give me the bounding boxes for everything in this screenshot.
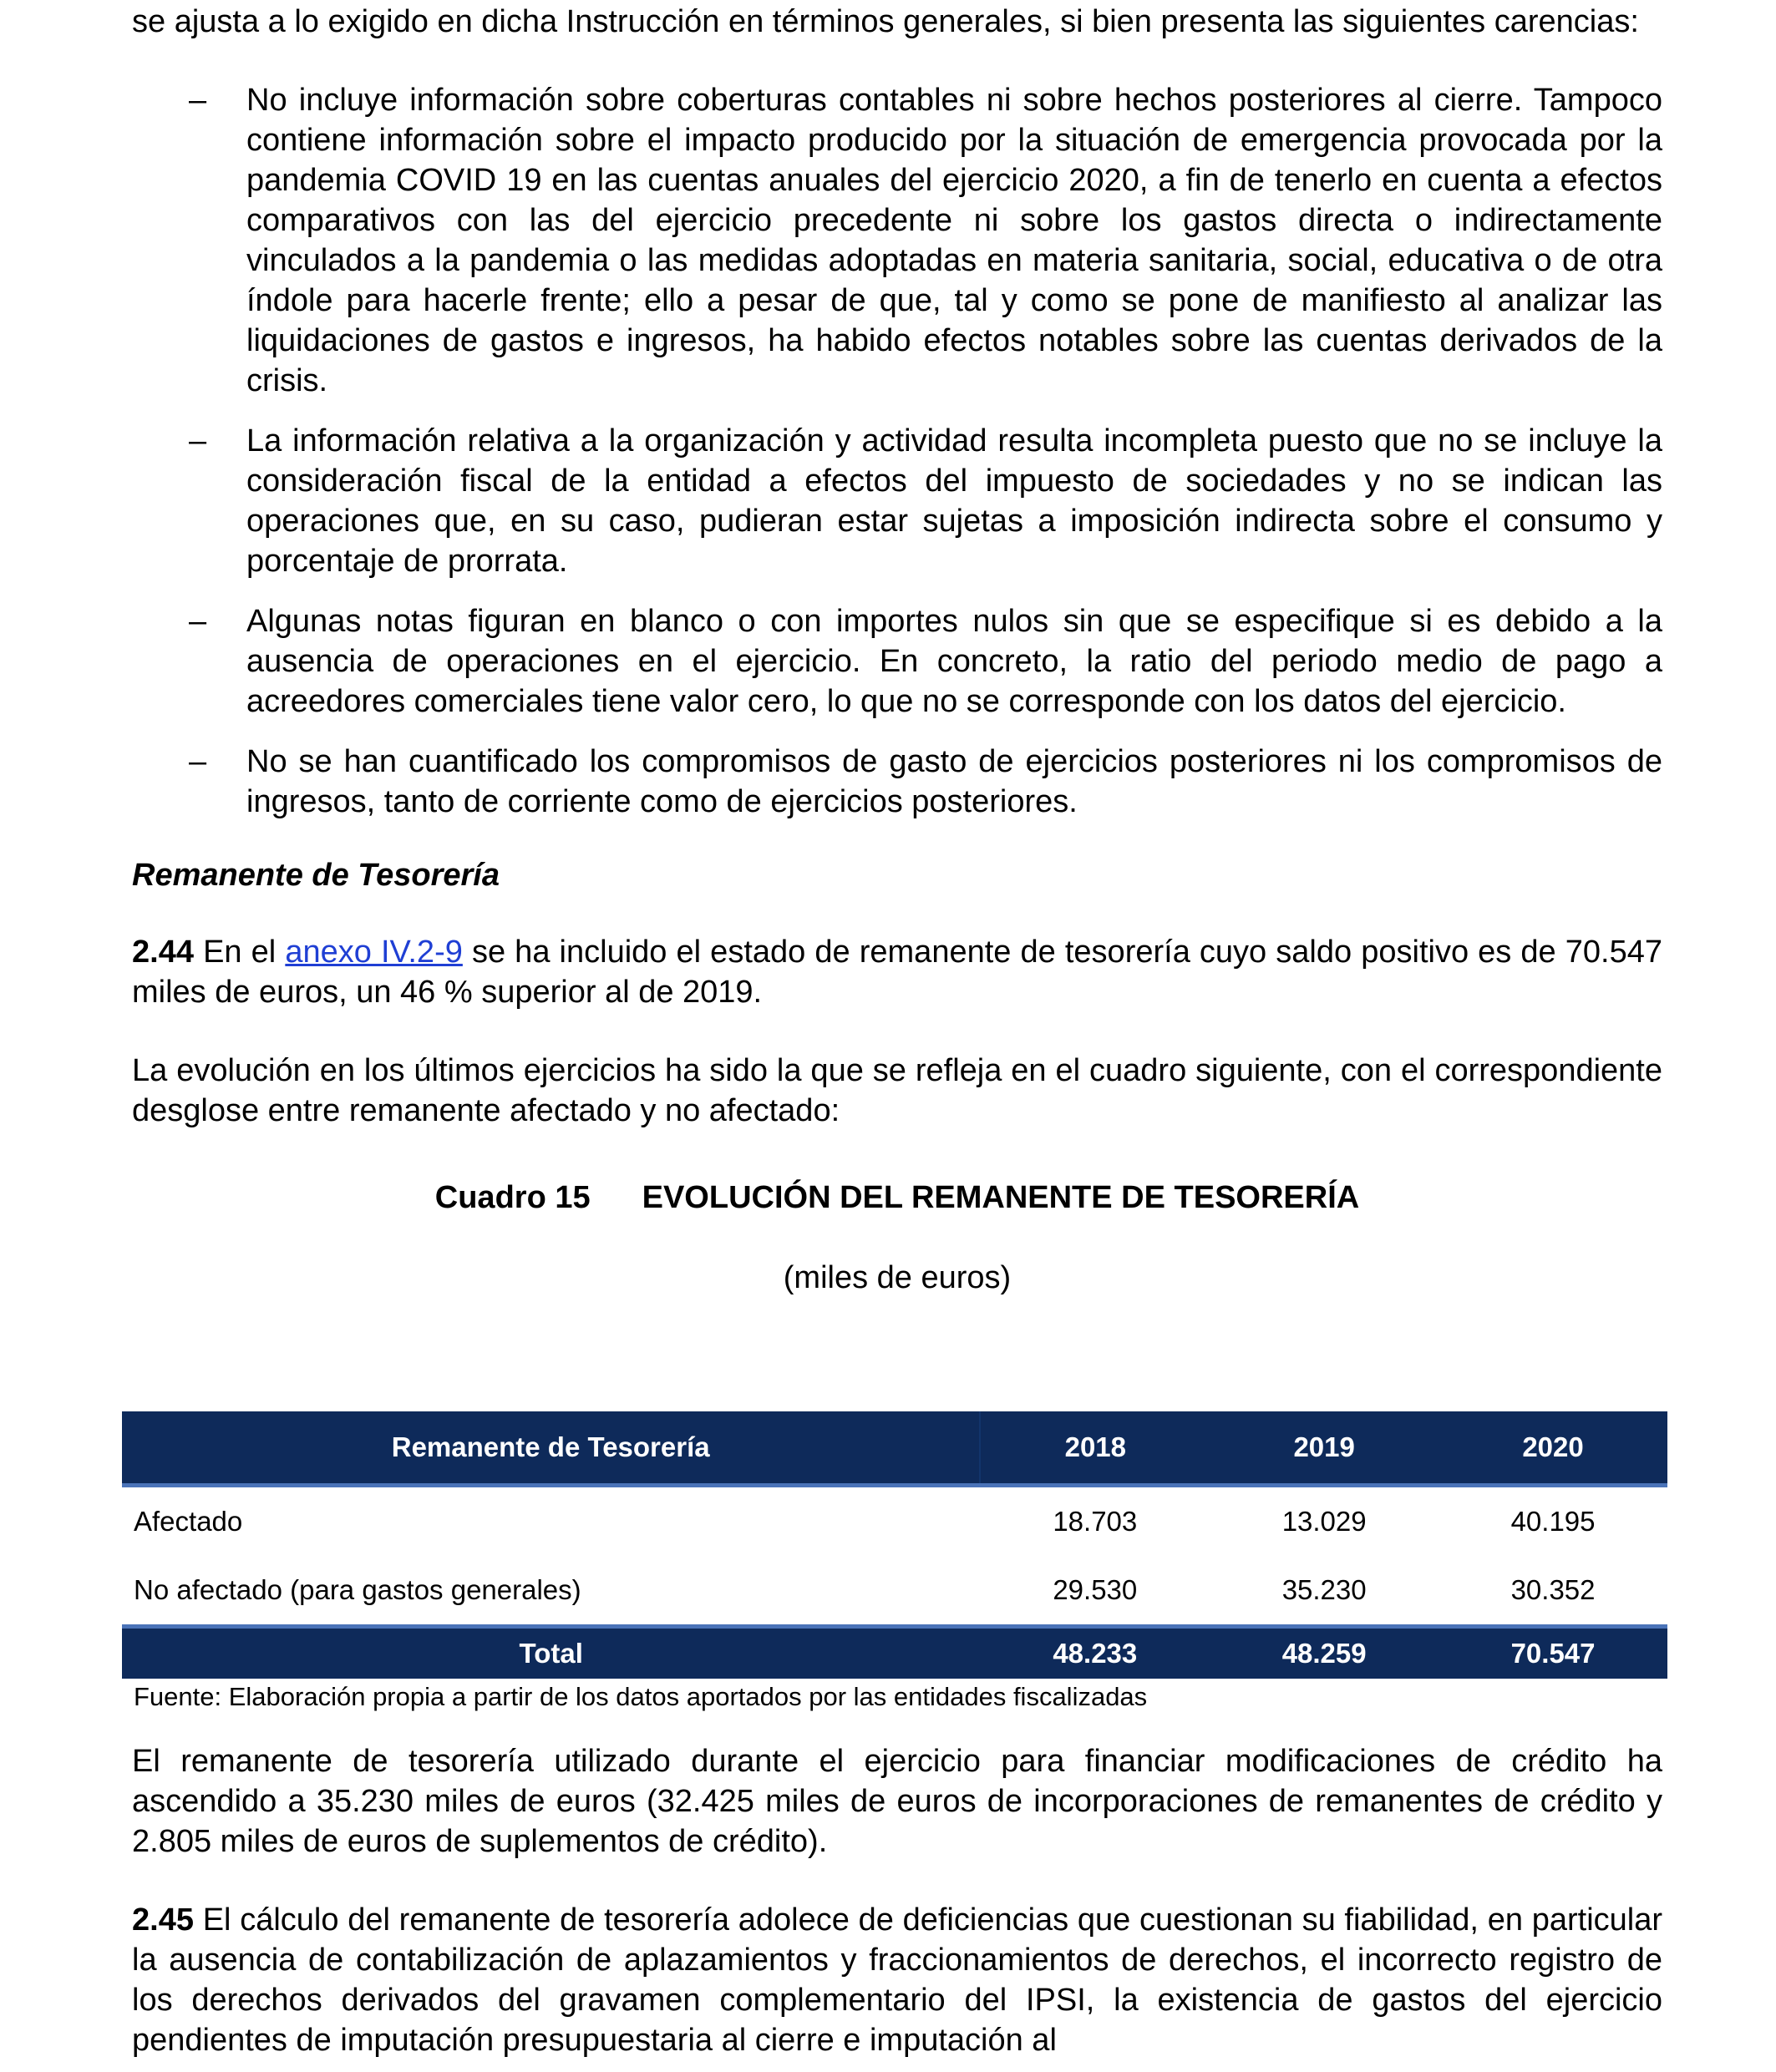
row-label: Afectado <box>134 1506 243 1537</box>
list-item-text: Algunas notas figuran en blanco o con importes nulos sin que se especifique si es debido a la ausencia de operaciones en el ejercicio. En concreto, la ratio del periodo medio de pago a acreedores comerciales tiene valor cero, lo que no se corresponde con los datos del ejercicio. <box>246 604 1662 719</box>
section-heading: Remanente de Tesorería <box>132 858 500 893</box>
paragraph-number: 2.44 <box>132 935 194 970</box>
total-cell: 48.233 <box>980 1627 1210 1679</box>
paragraph-number: 2.45 <box>132 1902 194 1938</box>
row-label: No afectado (para gastos generales) <box>134 1574 581 1605</box>
deficiency-list <box>132 80 1662 822</box>
list-item-text: La información relativa a la organización y actividad resulta incompleta puesto que no se incluye la consideración fiscal de la entidad a efectos del impuesto de sociedades y no se indican las operaciones que, en su caso, pudieran estar sujetas a imposición indirecta sobre el consumo y porcentaje de prorrata. <box>246 423 1662 579</box>
table-cell: 18.703 <box>1053 1506 1138 1537</box>
paragraph-2-45 <box>132 1900 1662 2060</box>
evolution-paragraph: La evolución en los últimos ejercicios ha sido la que se refleja en el cuadro siguiente, con el correspondiente desglose entre remanente afectado y no afectado: <box>132 1053 1662 1128</box>
remanente-table <box>122 1411 1667 1679</box>
list-item <box>132 80 1662 401</box>
dash-bullet-icon: – <box>189 744 207 779</box>
table-cell: 29.530 <box>1053 1574 1138 1605</box>
dash-bullet-icon: – <box>189 83 207 118</box>
list-item <box>132 601 1662 722</box>
table-cell: 30.352 <box>1510 1574 1596 1605</box>
table-cell: 13.029 <box>1281 1506 1367 1537</box>
paragraph-text: En el <box>193 935 286 970</box>
paragraph-2-44 <box>132 932 1662 1012</box>
column-header: 2018 <box>980 1411 1210 1486</box>
remanente-table-block <box>122 1411 1667 1714</box>
annex-link[interactable]: anexo IV.2-9 <box>285 935 463 970</box>
table-row <box>122 1556 1667 1627</box>
table-number: Cuadro 15 <box>434 1180 591 1215</box>
total-cell: 70.547 <box>1439 1627 1667 1679</box>
table-cell: 35.230 <box>1281 1574 1367 1605</box>
document-page <box>132 0 1662 1298</box>
intro-paragraph: se ajusta a lo exigido en dicha Instrucción en términos generales, si bien presenta las siguientes carencias: <box>132 4 1639 39</box>
list-item-text: No se han cuantificado los compromisos de gasto de ejercicios posteriores ni los compromisos de ingresos, tanto de corriente como de ejercicios posteriores. <box>246 744 1662 819</box>
table-source-note: Fuente: Elaboración propia a partir de los datos aportados por las entidades fiscalizadas <box>134 1682 1148 1711</box>
document-page-continued <box>132 1741 1662 2060</box>
list-item-text: No incluye información sobre coberturas contables ni sobre hechos posteriores al cierre. Tampoco contiene información sobre el impacto producido por la situación de emergencia provocada por la pandemia COVID 19 en las cuentas anuales del ejercicio 2020, a fin de tenerlo en cuenta a efectos comparativos con las del ejercicio precedente ni sobre los gastos directa o indirectamente vinculados a la pandemia o las medidas adoptadas en materia sanitaria, social, educativa o de otra índole para hacerle frente; ello a pesar de que, tal y como se pone de manifiesto al analizar las liquidaciones de gastos e ingresos, ha habido efectos notables sobre las cuentas derivados de la crisis. <box>246 83 1662 398</box>
total-label: Total <box>122 1627 980 1679</box>
paragraph-text: El cálculo del remanente de tesorería adolece de deficiencias que cuestionan su fiabilidad, en particular la ausencia de contabilización de aplazamientos y fraccionamientos de derechos, el incorrecto registro de los derechos derivados del gravamen complementario del IPSI, la existencia de gastos del ejercicio pendientes de imputación presupuestaria al cierre e imputación al <box>132 1902 1662 2058</box>
list-item <box>132 421 1662 581</box>
column-header: 2019 <box>1210 1411 1439 1486</box>
remanente-usage-paragraph: El remanente de tesorería utilizado durante el ejercicio para financiar modificaciones de crédito ha ascendido a 35.230 miles de euros (32.425 miles de euros de incorporaciones de remanentes de crédito y 2.805 miles de euros de suplementos de crédito). <box>132 1744 1662 1859</box>
total-cell: 48.259 <box>1210 1627 1439 1679</box>
table-title: EVOLUCIÓN DEL REMANENTE DE TESORERÍA <box>642 1180 1360 1215</box>
table-header-row <box>122 1411 1667 1486</box>
table-units: (miles de euros) <box>783 1260 1012 1295</box>
dash-bullet-icon: – <box>189 423 207 458</box>
list-item <box>132 742 1662 822</box>
column-header: Remanente de Tesorería <box>122 1411 980 1486</box>
column-header: 2020 <box>1439 1411 1667 1486</box>
paragraph-text: se ha incluido el estado de remanente de tesorería cuyo saldo positivo es de 70.547 miles de euros, un 46 % superior al de 2019. <box>132 935 1662 1010</box>
total-row <box>122 1627 1667 1679</box>
table-caption <box>132 1178 1662 1218</box>
dash-bullet-icon: – <box>189 604 207 639</box>
table-row <box>122 1486 1667 1557</box>
table-cell: 40.195 <box>1510 1506 1596 1537</box>
